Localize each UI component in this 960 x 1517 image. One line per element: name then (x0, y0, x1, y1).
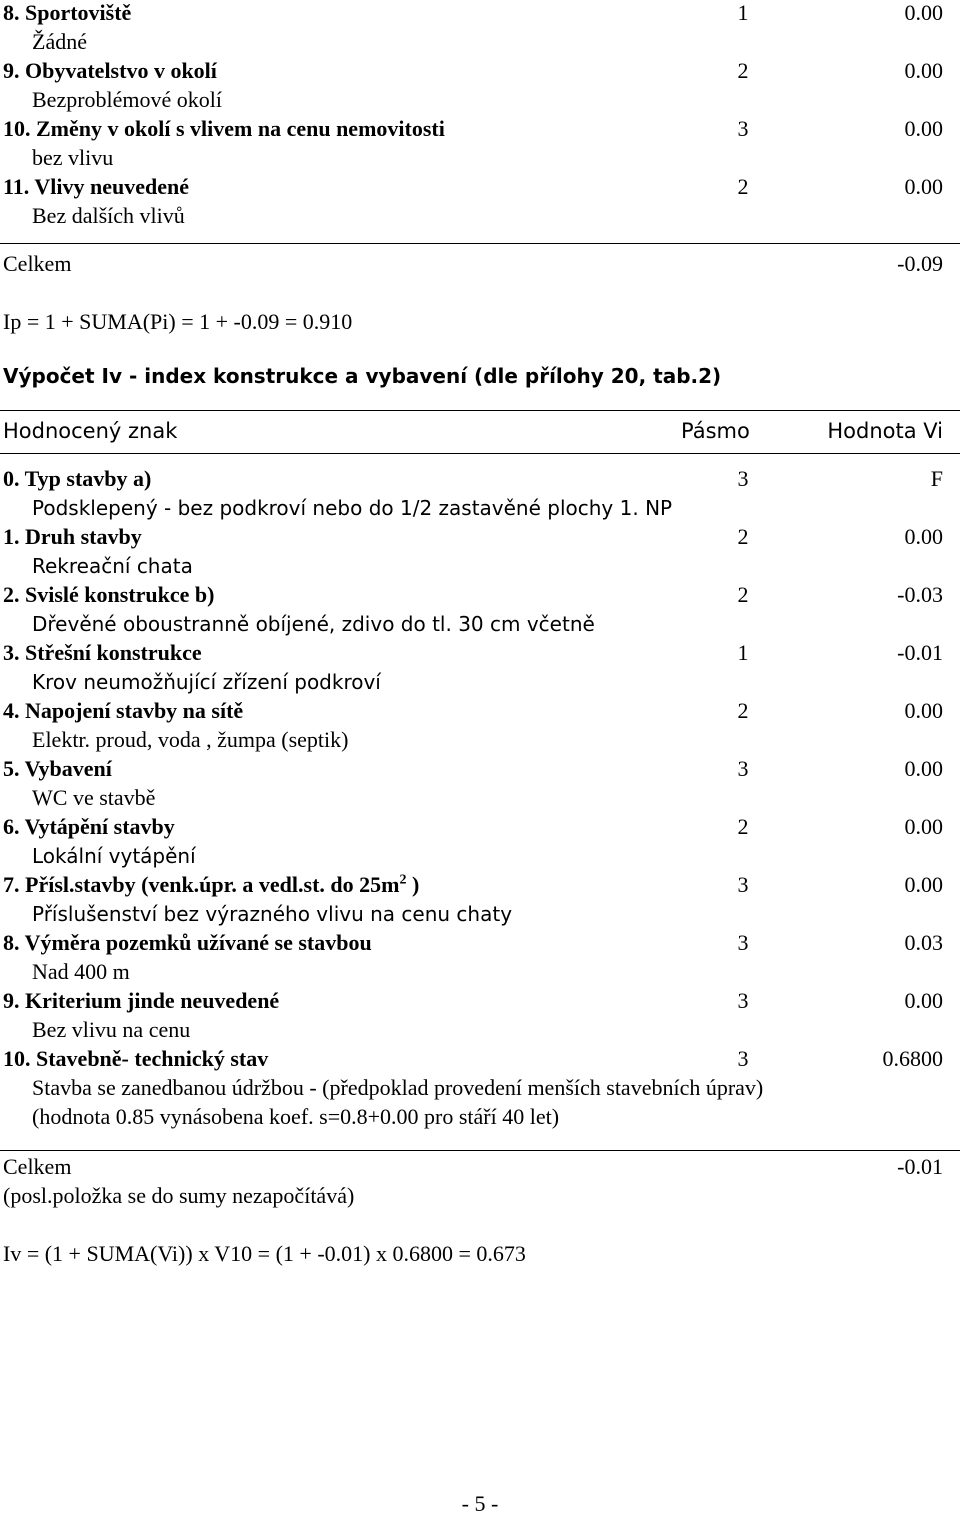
ip-item-9-desc: Bezproblémové okolí (32, 87, 223, 112)
ip-item-8-title: 8. Sportoviště (3, 0, 132, 25)
iv-item-7-title-main: 7. Přísl.stavby (venk.úpr. a vedl.st. do 25m (3, 872, 400, 897)
iv-item-7-value: 0.00 (904, 872, 943, 897)
iv-item-9-pasmo: 3 (737, 988, 749, 1013)
iv-item-10-title: 10. Stavebně- technický stav (3, 1046, 269, 1071)
ip-total-divider (0, 243, 960, 244)
iv-item-7-desc: Příslušenství bez výrazného vlivu na cenu chaty (32, 902, 513, 926)
iv-item-6-pasmo: 2 (737, 814, 749, 839)
ip-item-10-title: 10. Změny v okolí s vlivem na cenu nemovitosti (3, 116, 445, 141)
ip-item-10-value: 0.00 (904, 116, 943, 141)
iv-item-3-title: 3. Střešní konstrukce (3, 640, 202, 665)
iv-item-10-desc: Stavba se zanedbanou údržbou - (předpoklad provedení menších stavebních úprav) (32, 1075, 764, 1100)
iv-item-0-value: F (930, 466, 943, 491)
ip-item-10-pasmo: 3 (737, 116, 749, 141)
iv-item-0-desc: Podsklepený - bez podkroví nebo do 1/2 zastavěné plochy 1. NP (32, 496, 673, 520)
iv-item-3-pasmo: 1 (737, 640, 749, 665)
iv-item-4-pasmo: 2 (737, 698, 749, 723)
iv-item-5-pasmo: 3 (737, 756, 749, 781)
iv-item-9-desc: Bez vlivu na cenu (32, 1017, 191, 1042)
iv-total-note: (posl.položka se do sumy nezapočítává) (3, 1183, 355, 1208)
iv-item-10-value: 0.6800 (882, 1046, 943, 1071)
iv-item-4-value: 0.00 (904, 698, 943, 723)
iv-item-10-desc-note: (hodnota 0.85 vynásobena koef. s=0.8+0.00 pro stáří 40 let) (32, 1104, 560, 1129)
iv-item-5-title: 5. Vybavení (3, 756, 112, 781)
iv-item-6-value: 0.00 (904, 814, 943, 839)
iv-total-label: Celkem (3, 1154, 72, 1179)
iv-total-value: -0.01 (897, 1154, 943, 1179)
page-number: - 5 - (461, 1491, 499, 1516)
iv-formula: Iv = (1 + SUMA(Vi)) x V10 = (1 + -0.01) x 0.6800 = 0.673 (3, 1241, 526, 1266)
ip-item-8-desc: Žádné (32, 29, 87, 54)
iv-item-8-desc: Nad 400 m (32, 959, 130, 984)
iv-item-0-title: 0. Typ stavby a) (3, 466, 152, 491)
iv-item-3-desc: Krov neumožňující zřízení podkroví (32, 670, 381, 694)
iv-item-8-value: 0.03 (904, 930, 943, 955)
iv-item-7-title-sup: 2 (399, 872, 407, 888)
iv-item-0-pasmo: 3 (737, 466, 749, 491)
iv-item-10-pasmo: 3 (737, 1046, 749, 1071)
iv-item-7-title-end: ) (406, 872, 420, 897)
iv-item-9-value: 0.00 (904, 988, 943, 1013)
iv-item-8-title: 8. Výměra pozemků užívané se stavbou (3, 930, 372, 955)
ip-item-9-pasmo: 2 (737, 58, 749, 83)
ip-item-11-desc: Bez dalších vlivů (32, 203, 185, 228)
iv-item-6-title: 6. Vytápění stavby (3, 814, 175, 839)
table-header-col3: Hodnota Vi (827, 419, 943, 443)
ip-item-8-pasmo: 1 (737, 0, 749, 25)
iv-item-3-value: -0.01 (897, 640, 943, 665)
iv-item-1-pasmo: 2 (737, 524, 749, 549)
table-header-bottom-rule (0, 453, 960, 454)
iv-item-4-desc: Elektr. proud, voda , žumpa (septik) (32, 727, 349, 752)
iv-item-6-desc: Lokální vytápění (32, 844, 196, 868)
ip-total-value: -0.09 (897, 251, 943, 276)
iv-item-2-desc: Dřevěné oboustranně obíjené, zdivo do tl. 30 cm včetně (32, 612, 595, 636)
table-header-col2: Pásmo (681, 419, 750, 443)
iv-item-1-value: 0.00 (904, 524, 943, 549)
iv-item-4-title: 4. Napojení stavby na sítě (3, 698, 244, 723)
ip-formula: Ip = 1 + SUMA(Pi) = 1 + -0.09 = 0.910 (3, 309, 353, 334)
ip-item-9-title: 9. Obyvatelstvo v okolí (3, 58, 217, 83)
iv-item-2-title: 2. Svislé konstrukce b) (3, 582, 215, 607)
ip-item-11-pasmo: 2 (737, 174, 749, 199)
iv-item-1-desc: Rekreační chata (32, 554, 193, 578)
ip-item-11-title: 11. Vlivy neuvedené (3, 174, 190, 199)
ip-total-label: Celkem (3, 251, 72, 276)
ip-item-10-desc: bez vlivu (32, 145, 114, 170)
iv-item-5-desc: WC ve stavbě (32, 785, 156, 810)
table-header-top-rule (0, 410, 960, 411)
iv-item-2-value: -0.03 (897, 582, 943, 607)
ip-item-8-value: 0.00 (904, 0, 943, 25)
table-header-col1: Hodnocený znak (3, 419, 178, 443)
iv-item-7-title (3, 872, 419, 898)
iv-heading: Výpočet Iv - index konstrukce a vybavení (dle přílohy 20, tab.2) (3, 364, 722, 388)
iv-item-8-pasmo: 3 (737, 930, 749, 955)
iv-item-2-pasmo: 2 (737, 582, 749, 607)
iv-total-divider (0, 1150, 960, 1151)
ip-item-11-value: 0.00 (904, 174, 943, 199)
iv-item-1-title: 1. Druh stavby (3, 524, 142, 549)
iv-item-7-pasmo: 3 (737, 872, 749, 897)
iv-item-5-value: 0.00 (904, 756, 943, 781)
ip-item-9-value: 0.00 (904, 58, 943, 83)
iv-item-9-title: 9. Kriterium jinde neuvedené (3, 988, 280, 1013)
